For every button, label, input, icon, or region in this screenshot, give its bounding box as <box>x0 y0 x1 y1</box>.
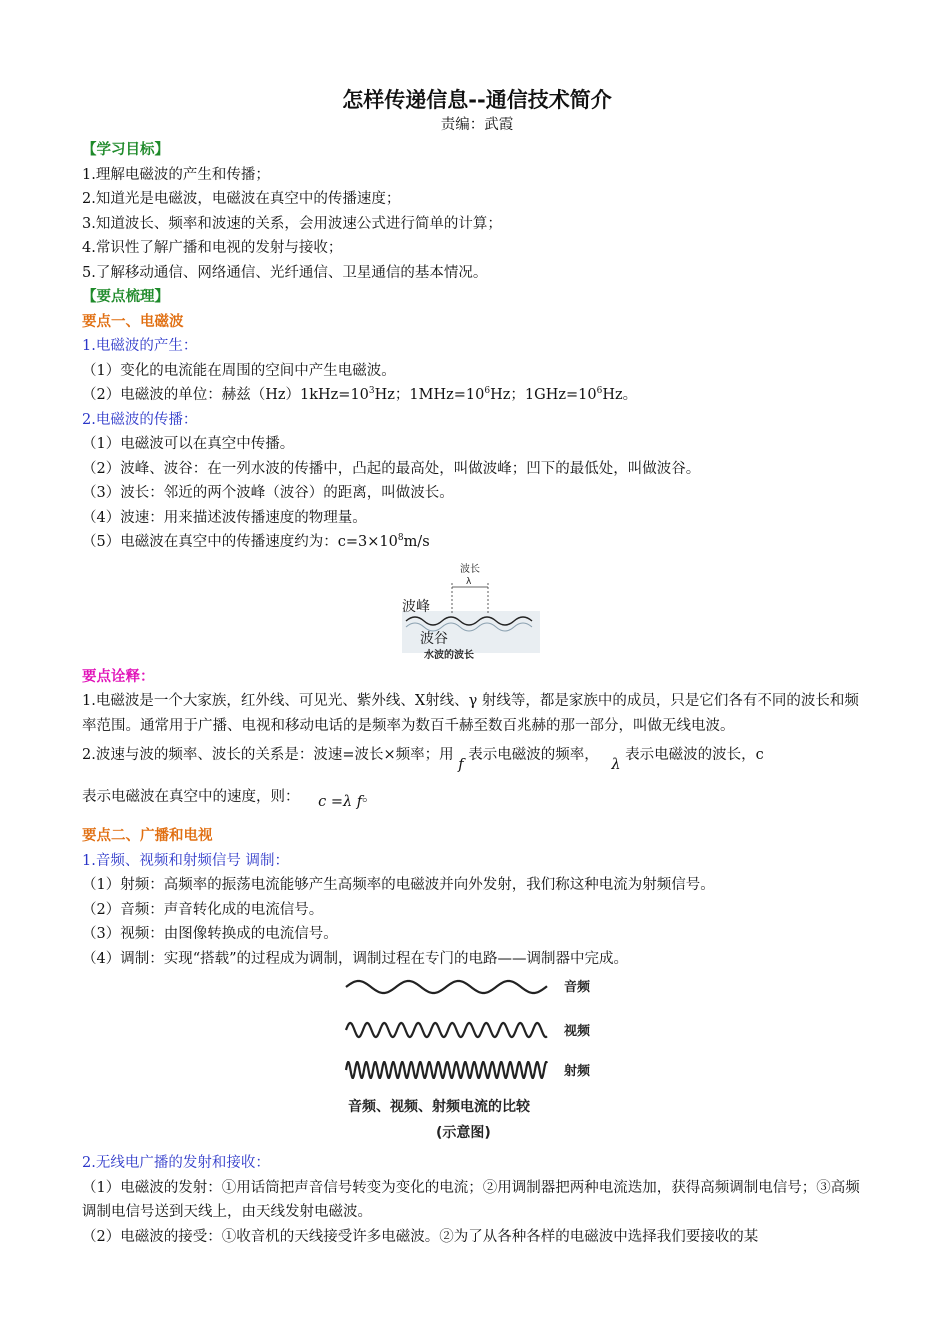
goal-item: 4.常识性了解广播和电视的发射与接收； <box>82 240 343 256</box>
wave-formula: c =λ f <box>318 794 363 810</box>
point1-heading: 要点一、电磁波 <box>82 313 184 330</box>
editor-line: 责编：武霞 <box>440 117 514 133</box>
water-wave-figure <box>402 561 552 661</box>
point2-sub1-item: （2）音频：声音转化成的电流信号。 <box>82 901 324 918</box>
radio-wave <box>346 1062 547 1078</box>
audio-wave <box>346 981 547 993</box>
goal-item: 5.了解移动通信、网络通信、光纤通信、卫星通信的基本情况。 <box>82 264 488 281</box>
signal-comparison-diagram <box>342 975 612 1147</box>
point2-heading: 要点二、广播和电视 <box>82 828 213 844</box>
audio-label: 音频 <box>564 980 591 995</box>
goal-item: 1.理解电磁波的产生和传播； <box>82 166 270 183</box>
point2-sub1-item: （1）射频：高频率的振荡电流能够产生高频率的电磁波并向外发射，我们称这种电流为射频信号。 <box>82 877 715 893</box>
crest-label: 波峰 <box>402 598 430 615</box>
wavelength-label: 波长 <box>460 563 480 575</box>
point2-sub1: 1.音频、视频和射频信号 调制： <box>82 852 289 869</box>
page-title: 怎样传递信息--通信技术简介 <box>342 88 612 112</box>
figure2-caption-2: (示意图) <box>436 1125 491 1141</box>
goals-heading: 【学习目标】 <box>82 142 169 158</box>
signal-comparison-figure <box>342 975 612 1147</box>
trough-label: 波谷 <box>420 630 448 647</box>
lambda-label: λ <box>466 576 472 587</box>
notes-paragraph-3: 表示电磁波在真空中的速度，则： c =λ f。 <box>82 789 377 810</box>
point1-sub2-item: （2）波峰、波谷：在一列水波的传播中，凸起的最高处，叫做波峰；凹下的最低处，叫做波谷。 <box>82 460 701 477</box>
water-wave-diagram <box>402 561 552 661</box>
point2-sub1-item: （4）调制：实现“搭载”的过程成为调制，调制过程在专门的电路——调制器中完成。 <box>82 950 629 967</box>
point2-sub1-item: （3）视频：由图像转换成的电流信号。 <box>82 926 338 942</box>
point1-sub1: 1.电磁波的产生： <box>82 338 198 354</box>
goal-item: 3.知道波长、频率和波速的关系，会用波速公式进行简单的计算； <box>82 215 502 232</box>
video-wave <box>346 1023 547 1037</box>
point1-sub2-item: （4）波速：用来描述波传播速度的物理量。 <box>82 509 367 526</box>
notes-paragraph-2: 2.波速与波的频率、波长的关系是：波速=波长×频率；用 f 表示电磁波的频率， λ 表示电磁波的波长，c <box>82 747 764 773</box>
point1-sub2-item-speed: （5）电磁波在真空中的传播速度约为：$c=3\times 10^8m/s$ <box>82 533 430 550</box>
point1-sub2-item: （3）波长：邻近的两个波峰（波谷）的距离，叫做波长。 <box>82 485 454 501</box>
radio-label: 射频 <box>564 1064 591 1079</box>
point2-sub2-item: （2）电磁波的接受：①收音机的天线接受许多电磁波。②为了从各种各样的电磁波中选择我们要接收的某 <box>82 1228 759 1245</box>
figure2-caption: 音频、视频、射频电流的比较 <box>348 1099 530 1115</box>
document-page <box>82 86 872 1249</box>
goal-item: 2.知道光是电磁波，电磁波在真空中的传播速度； <box>82 191 401 207</box>
point1-sub2: 2.电磁波的传播： <box>82 411 198 428</box>
notes-paragraph-1: 1.电磁波是一个大家族，红外线、可见光、紫外线、X射线、γ 射线等，都是家族中的成员，只是它们各有不同的波长和频率范围。通常用于广播、电视和移动电话的是频率为数百千赫至数百兆赫的那一部分，叫做无线电波。 <box>82 693 859 734</box>
figure1-caption: 水波的波长 <box>424 649 474 661</box>
notes-heading: 要点诠释： <box>82 668 155 685</box>
point1-sub1-item-units: （2）电磁波的单位：赫兹$(Hz)1kHz=10^3Hz$；$1MHz=10^6Hz$；$1GHz=10^6Hz$。 <box>82 386 638 403</box>
point2-sub2: 2.无线电广播的发射和接收： <box>82 1155 270 1171</box>
video-label: 视频 <box>564 1024 591 1039</box>
point2-sub2-item: （1）电磁波的发射：①用话筒把声音信号转变为变化的电流；②用调制器把两种电流迭加，获得高频调制电信号；③高频调制电信号送到天线上，由天线发射电磁波。 <box>82 1179 860 1220</box>
point1-sub2-item: （1）电磁波可以在真空中传播。 <box>82 436 295 452</box>
point1-sub1-item: （1）变化的电流能在周围的空间中产生电磁波。 <box>82 362 396 379</box>
outline-heading: 【要点梳理】 <box>82 289 169 305</box>
